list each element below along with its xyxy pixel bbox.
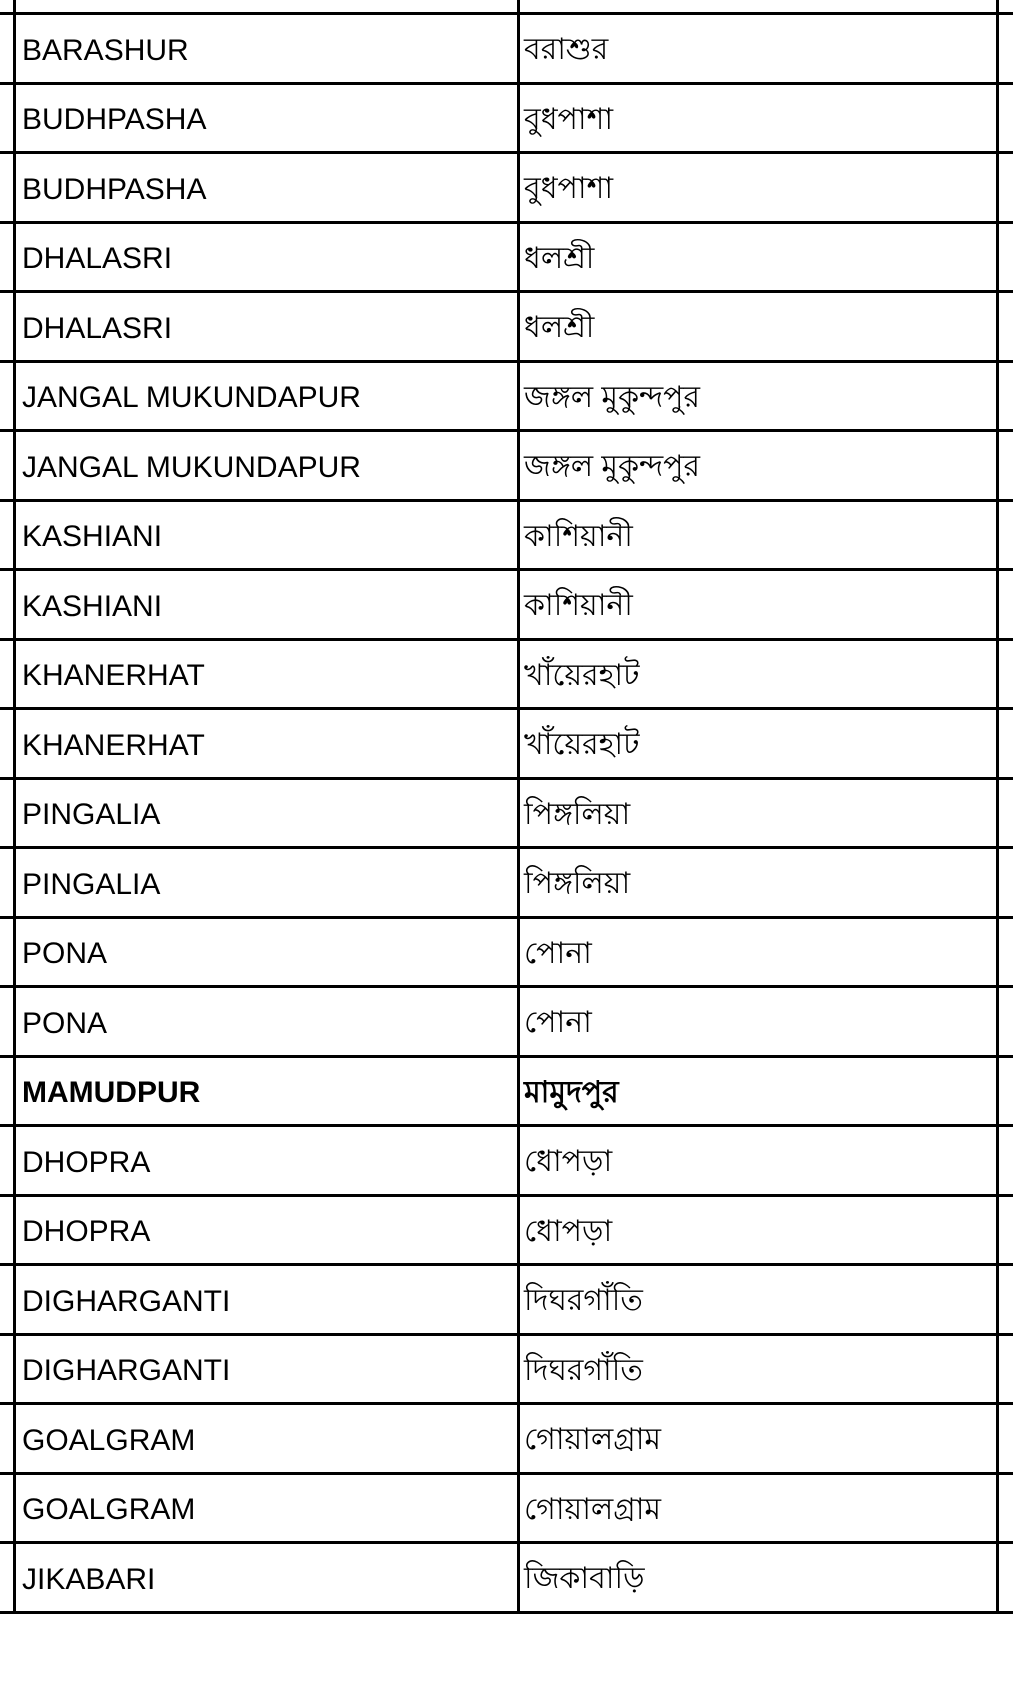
english-name-cell: KHANERHAT <box>22 728 205 762</box>
table-row <box>0 639 1013 709</box>
bengali-name-cell: কাশিয়ানী <box>524 589 633 623</box>
english-name-cell: GOALGRAM <box>22 1493 196 1527</box>
table-row <box>0 361 1013 431</box>
english-name-cell: BUDHPASHA <box>22 103 207 137</box>
table-row <box>0 291 1013 361</box>
english-name-cell: MAMUDPUR <box>22 1076 201 1110</box>
english-name-cell: JANGAL MUKUNDAPUR <box>22 450 361 484</box>
table-row <box>0 1264 1013 1334</box>
english-name-cell: GOALGRAM <box>22 1423 196 1457</box>
english-name-cell: DIGHARGANTI <box>22 1354 231 1388</box>
english-name-cell: BARASHUR <box>22 33 189 67</box>
bengali-name-cell: গোয়ালগ্রাম <box>524 1492 662 1526</box>
table-row <box>0 1125 1013 1195</box>
bengali-name-cell: ধোপড়া <box>524 1214 613 1248</box>
table-row <box>0 1542 1013 1612</box>
table-row <box>0 569 1013 639</box>
english-name-cell: DIGHARGANTI <box>22 1284 231 1318</box>
english-name-cell: DHALASRI <box>22 311 173 345</box>
bengali-name-cell: বুধপাশা <box>524 102 614 136</box>
row-border <box>0 1611 1013 1614</box>
table-row <box>0 1056 1013 1126</box>
table-row <box>0 847 1013 917</box>
english-name-cell: DHALASRI <box>22 242 173 276</box>
english-name-cell: PINGALIA <box>22 798 161 832</box>
bengali-name-cell: ধোপড়া <box>524 1145 613 1179</box>
table-row <box>0 1195 1013 1265</box>
table-row <box>0 1334 1013 1404</box>
table-row <box>0 430 1013 500</box>
table-row <box>0 83 1013 153</box>
english-name-cell: KASHIANI <box>22 589 163 623</box>
english-name-cell: BUDHPASHA <box>22 172 207 206</box>
bengali-name-cell: দিঘরগাঁতি <box>524 1284 643 1318</box>
bengali-name-cell: খাঁয়েরহাট <box>524 728 640 762</box>
english-name-cell: PINGALIA <box>22 867 161 901</box>
table-row <box>0 152 1013 222</box>
bengali-name-cell: জঙ্গল মুকুন্দপুর <box>524 450 701 484</box>
table-row <box>0 778 1013 848</box>
english-name-cell: DHOPRA <box>22 1215 151 1249</box>
table-row <box>0 222 1013 292</box>
bengali-name-cell: জঙ্গল মুকুন্দপুর <box>524 380 701 414</box>
bengali-name-cell: বরাশুর <box>524 33 609 67</box>
english-name-cell: PONA <box>22 937 108 971</box>
english-name-cell: DHOPRA <box>22 1145 151 1179</box>
bengali-name-cell: পোনা <box>524 936 592 970</box>
english-name-cell: PONA <box>22 1006 108 1040</box>
bengali-name-cell: গোয়ালগ্রাম <box>524 1423 662 1457</box>
english-name-cell: JIKABARI <box>22 1562 156 1596</box>
table-row <box>0 13 1013 83</box>
table-row <box>0 1473 1013 1543</box>
bengali-name-cell: খাঁয়েরহাট <box>524 658 640 692</box>
english-name-cell: KHANERHAT <box>22 659 205 693</box>
bengali-name-cell: পিঙ্গলিয়া <box>524 867 631 901</box>
bengali-name-cell: ধলশ্রী <box>524 241 595 275</box>
bengali-name-cell: মামুদপুর <box>524 1075 619 1109</box>
bengali-name-cell: ধলশ্রী <box>524 311 595 345</box>
bengali-name-cell: কাশিয়ানী <box>524 519 633 553</box>
bengali-name-cell: পোনা <box>524 1006 592 1040</box>
bengali-name-cell: পিঙ্গলিয়া <box>524 797 631 831</box>
bengali-name-cell: বুধপাশা <box>524 172 614 206</box>
english-name-cell: JANGAL MUKUNDAPUR <box>22 381 361 415</box>
table-row <box>0 500 1013 570</box>
english-name-cell: KASHIANI <box>22 520 163 554</box>
table-row <box>0 917 1013 987</box>
table-row <box>0 986 1013 1056</box>
table-row <box>0 1403 1013 1473</box>
bengali-name-cell: জিকাবাড়ি <box>524 1562 645 1596</box>
table-row <box>0 708 1013 778</box>
bengali-name-cell: দিঘরগাঁতি <box>524 1353 643 1387</box>
